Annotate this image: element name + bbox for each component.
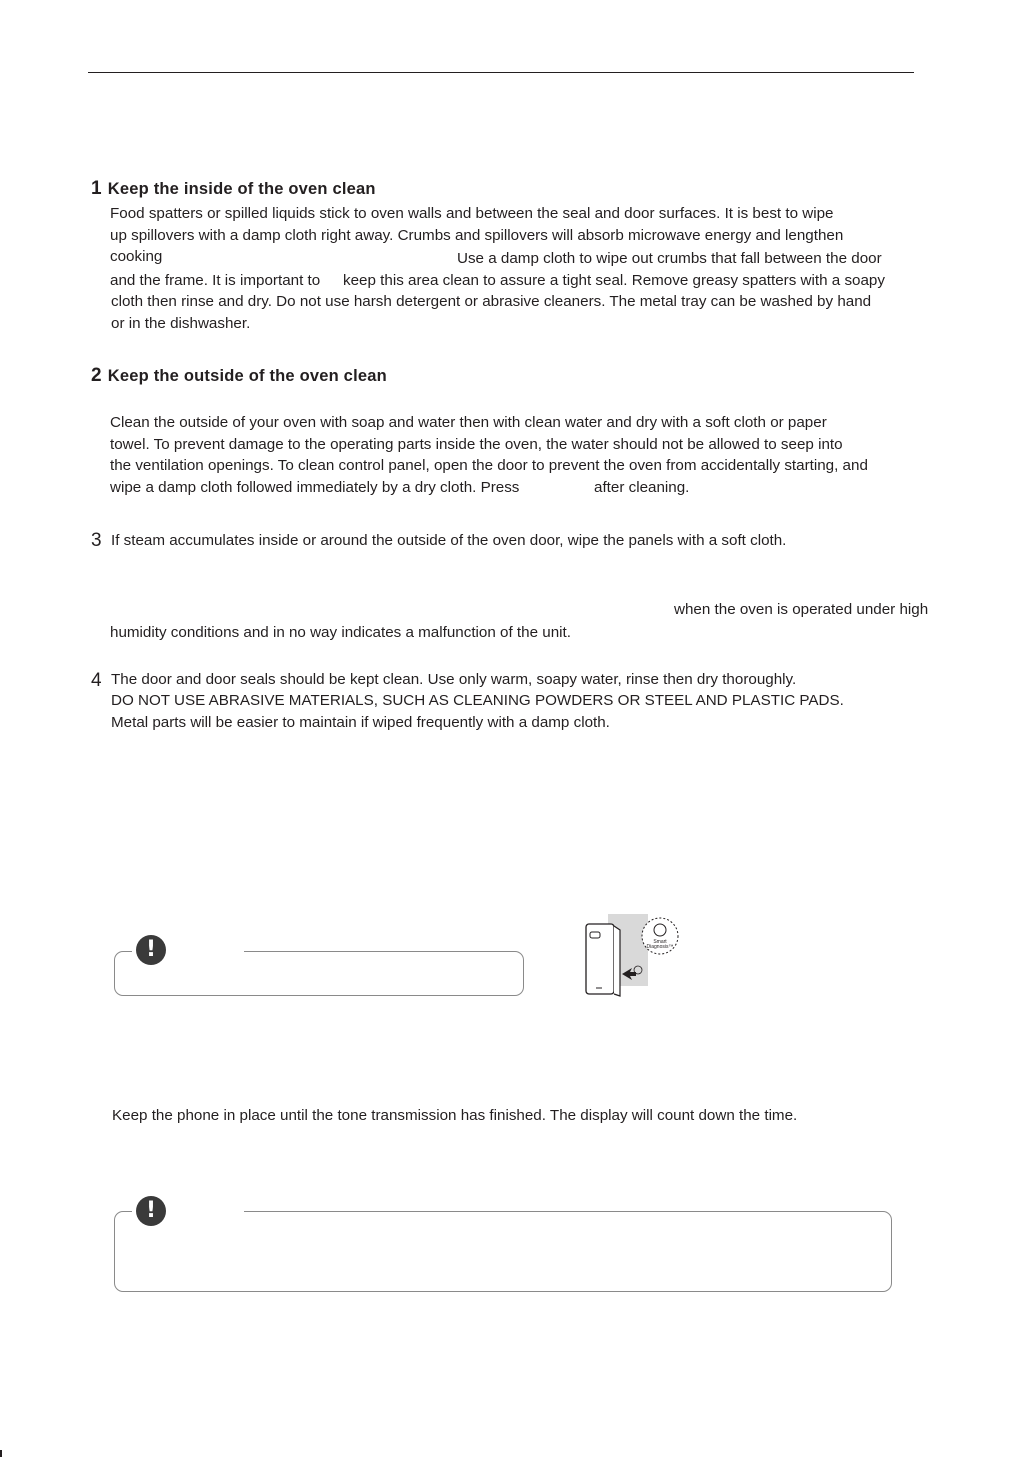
section-4-number: 4	[91, 670, 102, 691]
section-4-line: The door and door seals should be kept clean. Use only warm, soapy water, rinse then dry thoroughly.	[111, 671, 797, 688]
section-3-number: 3	[91, 530, 102, 551]
section-3-line: when the oven is operated under high	[674, 601, 929, 618]
section-3-line: If steam accumulates inside or around the outside of the oven door, wipe the panels with a soft cloth.	[111, 532, 787, 549]
section-1-line: cooking	[110, 248, 163, 265]
header-rule	[88, 72, 914, 73]
section-1-line: cloth then rinse and dry. Do not use harsh detergent or abrasive cleaners. The metal tray can be washed by hand	[111, 293, 872, 310]
note-box	[114, 1211, 892, 1292]
section-3-line: humidity conditions and in no way indicates a malfunction of the unit.	[110, 624, 571, 641]
phone-smart-diagnosis-illustration	[580, 912, 690, 1002]
note-warning-icon: !	[136, 1196, 166, 1226]
section-1-line: or in the dishwasher.	[111, 315, 251, 332]
section-1-line: Use a damp cloth to wipe out crumbs that fall between the door	[457, 250, 882, 267]
badge-text-1: Smart	[653, 939, 667, 945]
section-2-line: wipe a damp cloth followed immediately by a dry cloth. Press	[110, 479, 520, 496]
section-1-line: keep this area clean to assure a tight seal. Remove greasy spatters with a soapy	[343, 272, 885, 289]
section-1-title: Keep the inside of the oven clean	[107, 180, 376, 198]
section-1-line: Food spatters or spilled liquids stick to oven walls and between the seal and door surfaces. It is best to wipe	[110, 205, 834, 222]
phone-edge	[614, 926, 620, 996]
keep-phone-text: Keep the phone in place until the tone transmission has finished. The display will count down the time.	[112, 1107, 798, 1124]
section-2-line: after cleaning.	[594, 479, 690, 496]
section-2-heading	[91, 365, 387, 387]
note-box	[114, 951, 524, 996]
section-4-line: Metal parts will be easier to maintain if wiped frequently with a damp cloth.	[111, 714, 610, 731]
badge-text-2: Diagnosis™	[646, 944, 674, 950]
section-2-title: Keep the outside of the oven clean	[107, 367, 387, 385]
section-2-line: towel. To prevent damage to the operating parts inside the oven, the water should not be allowed to seep into	[110, 436, 843, 453]
section-1-line: and the frame. It is important to	[110, 272, 321, 289]
section-1-heading	[91, 178, 376, 200]
section-1-line: up spillovers with a damp cloth right away. Crumbs and spillovers will absorb microwave energy and lengthen	[110, 227, 844, 244]
page-corner-mark	[0, 1450, 2, 1457]
note-warning-icon: !	[136, 935, 166, 965]
section-2-line: the ventilation openings. To clean control panel, open the door to prevent the oven from accidentally starting, and	[110, 457, 868, 474]
section-2-number: 2	[91, 365, 102, 386]
section-1-number: 1	[91, 178, 102, 199]
section-2-line: Clean the outside of your oven with soap and water then with clean water and dry with a soft cloth or paper	[110, 414, 827, 431]
section-4-line: DO NOT USE ABRASIVE MATERIALS, SUCH AS CLEANING POWDERS OR STEEL AND PLASTIC PADS.	[111, 692, 844, 709]
